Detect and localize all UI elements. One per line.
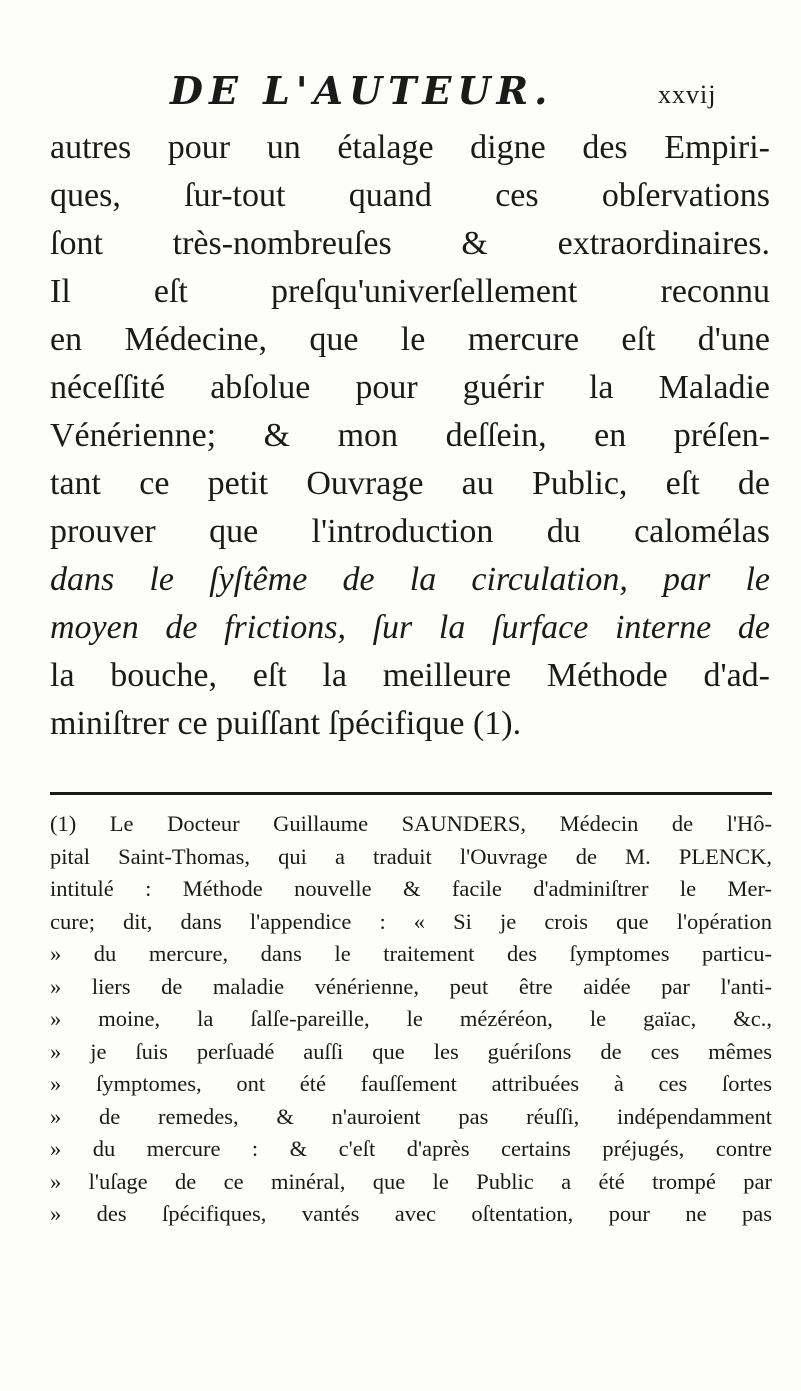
text-line: moyen de frictions, ſur la ſurface interne de xyxy=(50,609,770,646)
footnote-line: pital Saint-Thomas, qui a traduit l'Ouvrage de M. PLENCK, xyxy=(50,843,772,869)
footnote-line: » du mercure : & c'eſt d'après certains préjugés, contre xyxy=(50,1136,772,1161)
footnote-line: cure; dit, dans l'appendice : « Si je crois que l'opération xyxy=(50,908,772,934)
text-line: prouver que l'introduction du calomélas xyxy=(50,513,770,550)
running-head xyxy=(0,68,801,118)
text-line: en Médecine, que le mercure eſt d'une xyxy=(50,321,770,358)
text-line: néceſſité abſolue pour guérir la Maladie xyxy=(50,369,770,406)
text-line: dans le ſyſtême de la circulation, par le xyxy=(50,561,770,598)
footnote-line: (1) Le Docteur Guillaume SAUNDERS, Médecin de l'Hô- xyxy=(50,811,772,836)
footnote-line: » l'uſage de ce minéral, que le Public a été trompé par xyxy=(50,1168,772,1194)
footnote xyxy=(50,808,772,1231)
footnote-rule xyxy=(50,792,772,795)
text-line: miniſtrer ce puiſſant ſpécifique (1). xyxy=(50,705,522,742)
text-line: la bouche, eſt la meilleure Méthode d'ad- xyxy=(50,657,770,694)
text-line: ques, ſur-tout quand ces obſervations xyxy=(50,177,770,214)
running-title: DE L'AUTEUR. xyxy=(170,68,554,113)
text-line: Vénérienne; & mon deſſein, en préſen- xyxy=(50,417,770,454)
footnote-line: intitulé : Méthode nouvelle & facile d'adminiſtrer le Mer- xyxy=(50,876,772,901)
footnote-line: » des ſpécifiques, vantés avec oſtentation, pour ne pas xyxy=(50,1201,772,1226)
main-text xyxy=(50,124,770,748)
footnote-line: » du mercure, dans le traitement des ſymptomes particu- xyxy=(50,941,772,966)
text-line: Il eſt preſqu'univerſellement reconnu xyxy=(50,273,770,310)
text-line: ſont très-nombreuſes & extraordinaires. xyxy=(50,225,770,262)
page-number: xxvij xyxy=(658,80,717,109)
footnote-line: » moine, la ſalſe-pareille, le mézéréon, le gaïac, &c., xyxy=(50,1006,772,1031)
text-line: tant ce petit Ouvrage au Public, eſt de xyxy=(50,465,770,502)
footnote-line: » de remedes, & n'auroient pas réuſſi, indépendamment xyxy=(50,1103,772,1129)
text-line: autres pour un étalage digne des Empiri- xyxy=(50,129,770,166)
footnote-line: » ſymptomes, ont été fauſſement attribuées à ces ſortes xyxy=(50,1071,772,1096)
footnote-line: » je ſuis perſuadé auſſi que les guériſons de ces mêmes xyxy=(50,1038,772,1064)
footnote-line: » liers de maladie vénérienne, peut être aidée par l'anti- xyxy=(50,973,772,999)
